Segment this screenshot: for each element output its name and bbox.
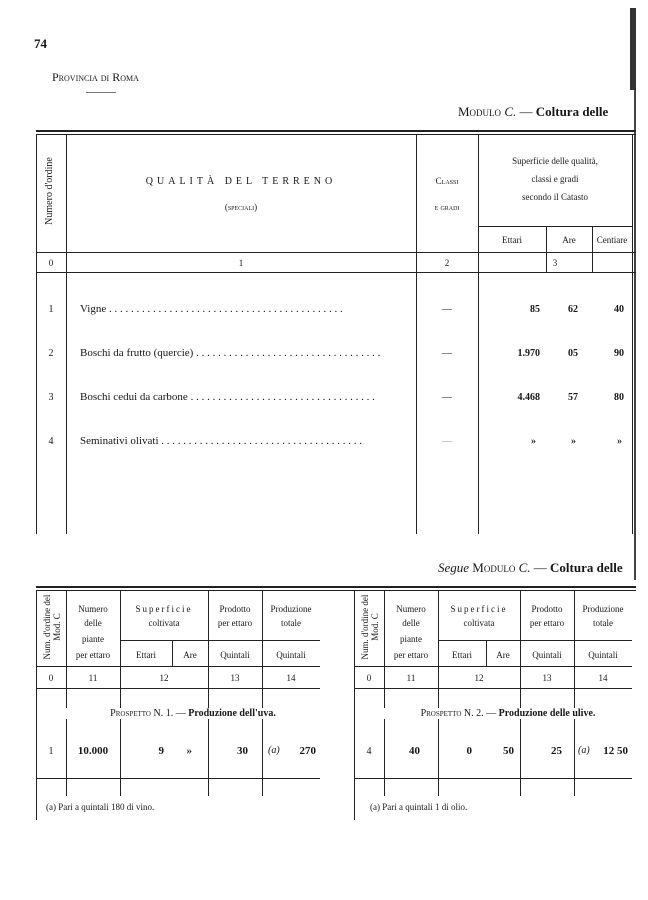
ulive-footnote: (a) Pari a quintali 1 di olio.: [370, 802, 468, 812]
ulive-row-number: 4: [366, 746, 372, 757]
uva-row-number: 1: [48, 746, 54, 757]
uva-row-are: »: [186, 745, 192, 757]
col-classi-2: e gradi: [434, 202, 460, 212]
table2-top-rule-2: [36, 590, 636, 591]
ulive-vline: [354, 590, 355, 820]
province-rule: [86, 92, 116, 93]
ulive-row-are: 50: [503, 745, 514, 757]
ulive-row-bottom: [354, 778, 632, 779]
col-sup-1: Superficie delle qualità,: [512, 156, 598, 166]
ulive-prospetto-title: Produzione delle ulive.: [498, 708, 596, 719]
modulo-label: Modulo: [458, 104, 502, 119]
uva-index-11: 11: [88, 673, 98, 683]
row-quality-text: Seminativi olivati: [80, 435, 159, 447]
page-edge-line: [634, 90, 636, 580]
row-ettari: 4.468: [517, 392, 540, 403]
row-ettari: 85: [530, 304, 540, 315]
uva-sub-rule: [120, 640, 320, 641]
ulive-col-are: Are: [496, 650, 510, 660]
page-edge: [630, 8, 636, 90]
uva-index-14: 14: [286, 673, 296, 683]
uva-index-13: 13: [230, 673, 240, 683]
ulive-row-piante: 40: [409, 745, 420, 757]
row-centiare: »: [617, 436, 622, 447]
ulive-prospetto-label: Prospetto N. 2.: [420, 708, 484, 719]
ulive-col-prod-2: per ettaro: [529, 618, 565, 628]
ulive-sub-rule: [438, 640, 632, 641]
uva-col-piante-2: delle: [84, 618, 102, 628]
col-qualita-sub: (speciali): [224, 202, 258, 212]
row-quality: Boschi da frutto (quercie) . . . . . . . . . . . . . . . . . . . . . . . . . . . . . . . . . .: [80, 347, 381, 359]
ulive-col-piante-1: Numero: [396, 604, 426, 614]
segue-dash: —: [533, 560, 547, 575]
uva-prospetto-label: Prospetto N. 1.: [110, 708, 174, 719]
row-quality: Boschi cedui da carbone . . . . . . . . . . . . . . . . . . . . . . . . . . . . . . . . . .: [80, 391, 375, 403]
ulive-col-piante-3: piante: [400, 634, 422, 644]
col-numero-ordine: Numero d'ordine: [44, 157, 55, 225]
uva-col-ettari: Ettari: [136, 650, 156, 660]
table1-top-rule: [36, 130, 636, 132]
row-number: 1: [48, 304, 54, 315]
uva-row-totale: 270: [299, 745, 316, 757]
row-classi: —: [442, 348, 452, 359]
uva-footnote: (a) Pari a quintali 180 di vino.: [46, 802, 155, 812]
index-3: 3: [552, 258, 558, 268]
row-quality: Seminativi olivati . . . . . . . . . . . . . . . . . . . . . . . . . . . . . . . . . . . . .: [80, 435, 363, 447]
uva-col-prod-1: Prodotto: [219, 604, 251, 614]
uva-prospetto-title: Produzione dell'uva.: [188, 708, 276, 719]
row-classi: —: [442, 436, 452, 447]
row-number: 4: [48, 436, 54, 447]
ulive-col-sup-2: coltivata: [463, 618, 495, 628]
row-centiare: 90: [614, 348, 624, 359]
table1-index-bottom: [36, 272, 636, 273]
ulive-row-note-ref: (a): [578, 745, 590, 756]
modulo-title: Coltura delle: [535, 104, 609, 119]
ulive-index-12: 12: [474, 673, 484, 683]
ulive-prospetto-dash: —: [486, 708, 497, 719]
segue-header: [438, 560, 623, 576]
row-are: 05: [568, 348, 578, 359]
uva-row-prodotto: 30: [237, 745, 248, 757]
col-centiare: Centiare: [596, 235, 628, 245]
row-quality-text: Vigne: [80, 303, 107, 315]
index-0: 0: [48, 258, 54, 268]
ulive-index-11: 11: [406, 673, 416, 683]
uva-vline: [36, 590, 37, 820]
uva-col-piante-3: piante: [82, 634, 104, 644]
table1-subheader-rule: [478, 226, 632, 227]
uva-col-are: Are: [183, 650, 197, 660]
row-quality: Vigne . . . . . . . . . . . . . . . . . . . . . . . . . . . . . . . . . . . . . . . . . . .: [80, 303, 343, 315]
ulive-prospetto: [384, 708, 632, 719]
row-centiare: 80: [614, 392, 624, 403]
uva-header-bottom: [36, 666, 320, 667]
ulive-index-13: 13: [542, 673, 552, 683]
uva-col-tot-1: Produzione: [270, 604, 312, 614]
segue-label: Segue: [438, 560, 470, 575]
ulive-row-totale: 12 50: [603, 745, 628, 757]
ulive-col-tot-2: totale: [593, 618, 613, 628]
row-number: 2: [48, 348, 54, 359]
ulive-col-ettari: Ettari: [452, 650, 472, 660]
col-sup-2: classi e gradi: [531, 174, 579, 184]
col-ettari: Ettari: [502, 235, 522, 245]
uva-row-ettari: 9: [158, 745, 164, 757]
row-quality-text: Boschi cedui da carbone: [80, 391, 188, 403]
segue-title: Coltura delle: [550, 560, 623, 575]
ulive-row-ettari: 0: [466, 745, 472, 757]
ulive-row-prodotto: 25: [551, 745, 562, 757]
table1-vline: [36, 134, 37, 534]
ulive-index-0: 0: [366, 673, 372, 683]
ulive-index-bottom: [354, 688, 632, 689]
uva-col-sup-2: coltivata: [148, 618, 180, 628]
modulo-dash: —: [519, 104, 533, 119]
table1-vline: [66, 134, 67, 534]
row-are: 57: [568, 392, 578, 403]
module-header: [458, 104, 608, 120]
uva-col-tot-2: totale: [281, 618, 301, 628]
uva-prospetto-dash: —: [175, 708, 186, 719]
ulive-col-quintali-2: Quintali: [588, 650, 618, 660]
table1-vline: [632, 134, 633, 534]
row-number: 3: [48, 392, 54, 403]
ulive-col-piante-2: delle: [402, 618, 420, 628]
uva-row-bottom: [36, 778, 320, 779]
uva-index-bottom: [36, 688, 320, 689]
uva-col-quintali-2: Quintali: [276, 650, 306, 660]
uva-col-quintali: Quintali: [220, 650, 250, 660]
ulive-col-piante-4: per ettaro: [393, 650, 429, 660]
ulive-col-sup-1: Superficie: [450, 604, 508, 614]
segue-modulo: Modulo: [472, 560, 516, 575]
uva-col-sup-1: Superficie: [135, 604, 193, 614]
index-2: 2: [444, 258, 450, 268]
uva-col-piante-4: per ettaro: [75, 650, 111, 660]
col-are: Are: [562, 235, 576, 245]
ulive-col-prod-1: Prodotto: [531, 604, 563, 614]
ulive-col-tot-1: Produzione: [582, 604, 624, 614]
table2-top-rule: [36, 586, 636, 588]
page-number: 74: [34, 36, 47, 51]
col-sup-3: secondo il Catasto: [522, 192, 588, 202]
row-quality-text: Boschi da frutto (quercie): [80, 347, 194, 359]
ulive-index-14: 14: [598, 673, 608, 683]
ulive-header-bottom: [354, 666, 632, 667]
row-classi: —: [442, 392, 452, 403]
row-are: »: [571, 436, 576, 447]
col-qualita: QUALITÀ DEL TERRENO: [145, 176, 337, 187]
row-classi: —: [442, 304, 452, 315]
uva-row-note-ref: (a): [268, 745, 280, 756]
index-1: 1: [238, 258, 244, 268]
row-centiare: 40: [614, 304, 624, 315]
row-ettari: 1.970: [517, 348, 540, 359]
uva-col-num: Num. d'ordine del Mod. C: [42, 594, 62, 660]
segue-letter: C.: [518, 560, 531, 575]
row-are: 62: [568, 304, 578, 315]
row-ettari: »: [531, 436, 536, 447]
table1-vline: [416, 134, 417, 534]
uva-prospetto: [66, 708, 320, 719]
modulo-letter: C.: [504, 104, 517, 119]
col-classi-1: Classi: [435, 176, 459, 186]
uva-col-piante-1: Numero: [78, 604, 108, 614]
uva-index-0: 0: [48, 673, 54, 683]
uva-index-12: 12: [159, 673, 169, 683]
ulive-col-quintali: Quintali: [532, 650, 562, 660]
uva-row-piante: 10.000: [77, 745, 109, 757]
ulive-col-num: Num. d'ordine del Mod. C: [360, 594, 380, 660]
province-title: Provincia di Roma: [52, 70, 139, 84]
table1-top-rule-2: [36, 134, 636, 135]
uva-col-prod-2: per ettaro: [217, 618, 253, 628]
